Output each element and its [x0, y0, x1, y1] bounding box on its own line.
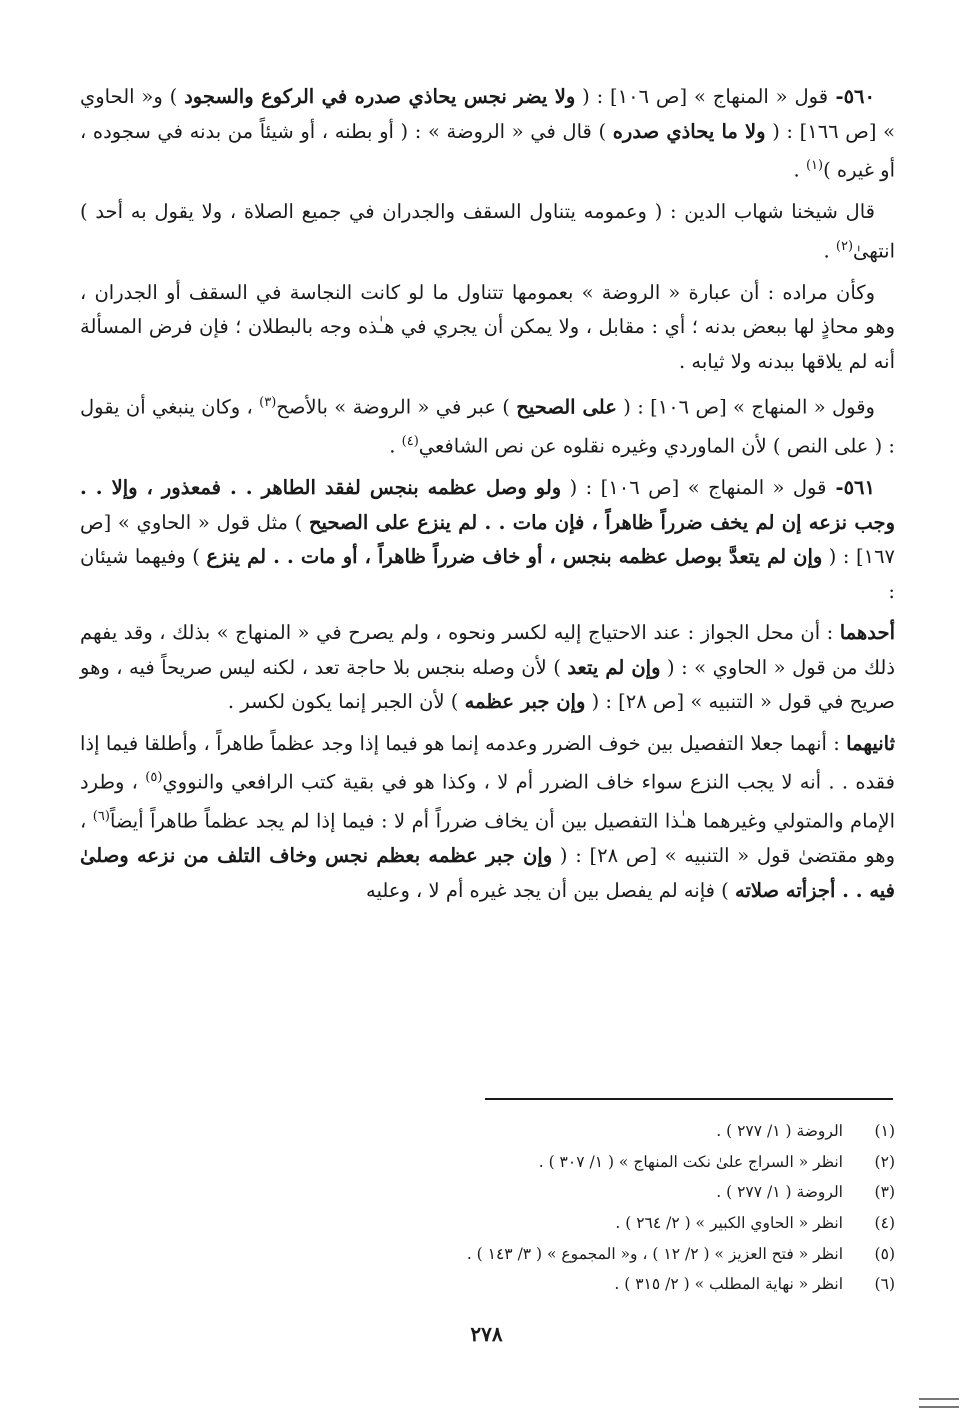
page-number: ٢٧٨: [470, 1322, 503, 1346]
footnote-text: انظر « فتح العزيز » ( ٢/ ١٢ ) ، و« المجموع » ( ٣/ ١٤٣ ) .: [466, 1244, 843, 1263]
footnote-text: الروضة ( ١/ ٢٧٧ ) .: [716, 1183, 843, 1202]
bold-quote: وإن جبر عظمه: [464, 690, 586, 713]
footnote-ref: (٣): [259, 395, 277, 410]
text-run: ، وهو مقتضىٰ قول « التنبيه » [ص ٢٨] : (: [80, 809, 895, 867]
text-run: وقول « المنهاج » [ص ١٠٦] : (: [616, 395, 875, 419]
text-run: ) قال في « الروضة » : ( أو بطنه ، أو شيئاً من بدنه في سجوده ، أو غيره ): [80, 119, 895, 182]
bold-quote: وإن جبر عظمه بعظم نجس وخاف التلف من نزعه وصلىٰ فيه . . أجزأته صلاته: [80, 844, 895, 902]
text-run: ) و« الحاوي » [ص ١٦٦] : (: [80, 85, 896, 143]
bold-quote: أحدهما: [839, 621, 895, 644]
footnote-text: انظر « السراج علىٰ نكت المنهاج » ( ١/ ٣٠٧ ) .: [538, 1152, 843, 1171]
text-run: ) لأن وصله بنجس بلا حاجة تعد ، لكنه ليس صريحاً فيه ، وهو صريح في قول « التنبيه » [ص ٢٨] : (: [80, 655, 895, 713]
text-run: ) عبر في « الروضة » بالأصح: [276, 395, 517, 419]
footnote-item: [80, 1269, 895, 1300]
text-run: : أن محل الجواز : عند الاحتياج إليه لكسر ونحوه ، ولم يصرح في « المنهاج » بذلك ، وقد يفهم ذلك من قول « الحاوي » : (: [80, 621, 896, 679]
bold-quote: على الصحيح: [516, 395, 617, 419]
bold-quote: ٥٦١-: [826, 476, 875, 499]
paragraph-first-point: [80, 616, 895, 720]
footnote-number: (٣): [874, 1183, 895, 1202]
corner-mark: [919, 1398, 959, 1408]
footnotes: [80, 1116, 895, 1300]
bold-quote: ولو وصل عظمه بنجس لفقد الطاهر . . فمعذور ، وإلا . . وجب نزعه إن لم يخف ضرراً ظاهراً ، فإن مات . . لم ينزع على الصحيح: [80, 476, 895, 534]
footnote-number: (٢): [874, 1152, 895, 1171]
text-run: : أنهما جعلا التفصيل بين خوف الضرر وعدمه إنما هو فيما إذا وجد عظماً طاهراً ، وأطلقا فيما إذا فقده . . أنه لا يجب النزع سواء خاف الضرر أم لا ، وكذا هو في بقية كتب الرافعي والنووي: [80, 731, 895, 794]
text-run: قال شيخنا شهاب الدين : ( وعمومه يتناول السقف والجدران في جميع الصلاة ، ولا يقول به أحد ) انتهىٰ: [80, 200, 895, 262]
bold-quote: ولا يضر نجس يحاذي صدره في الركوع والسجود: [184, 85, 576, 108]
footnote-ref: (٤): [401, 434, 419, 449]
paragraph-explanation: [80, 276, 895, 380]
footnote-number: (١): [874, 1122, 895, 1140]
paragraph-ala-sahih: [80, 386, 895, 464]
text-run: ) لأن الجبر إنما يكون لكسر .: [227, 690, 465, 713]
footnote-item: [80, 1116, 895, 1147]
text-run: ) مثل قول « الحاوي » [ص ١٦٧] : (: [80, 510, 896, 568]
footnote-ref: (١): [805, 158, 824, 173]
text-run: ، وطرد الإمام والمتولي وغيرهما هـٰذا التفصيل بين أن يخاف ضرراً أم لا : فيما إذا لم يجد عظماً طاهراً أيضاً: [80, 770, 895, 833]
paragraph-560: [80, 80, 895, 188]
footnote-divider: [485, 1098, 893, 1100]
footnote-number: (٤): [874, 1214, 895, 1233]
main-text: [80, 80, 895, 915]
paragraph-561: [80, 471, 895, 609]
text-run: ) وفيهما شيئان :: [80, 545, 895, 603]
bold-quote: ٥٦٠-: [828, 85, 875, 108]
footnote-number: (٥): [874, 1244, 895, 1263]
text-run: ، وكان ينبغي أن يقول : ( على النص ) لأن الماوردي وغيره نقلوه عن نص الشافعي: [80, 395, 895, 458]
bold-quote: وإن لم يتعد: [567, 655, 661, 679]
text-run: وكأن مراده : أن عبارة « الروضة » بعمومها تتناول ما لو كانت النجاسة في السقف أو الجدران ، وهو محاذٍ لها ببعض بدنه ؛ أي : مقابل ، ولا يمكن أن يجري في هـٰذه وجه بالبطلان ؛ فإن فرض المسألة أنه لم يلاقها ببدنه ولا ثيابه .: [80, 280, 895, 373]
bold-quote: وإن لم يتعدَّ بوصل عظمه بنجس ، أو خاف ضرراً ظاهراً ، أو مات . . لم ينزع: [206, 545, 823, 568]
paragraph-shihab-quote: [80, 195, 895, 269]
paragraph-second-point: [80, 727, 895, 909]
footnote-item: [80, 1177, 895, 1208]
footnote-text: انظر « نهاية المطلب » ( ٢/ ٣١٥ ) .: [614, 1275, 843, 1294]
footnote-item: [80, 1147, 895, 1178]
bold-quote: ولا ما يحاذي صدره: [612, 119, 766, 143]
text-run: .: [823, 239, 836, 262]
text-run: .: [793, 158, 806, 182]
text-run: قول « المنهاج » [ص ١٠٦] : (: [561, 476, 827, 499]
text-run: .: [389, 434, 402, 458]
footnote-item: [80, 1208, 895, 1239]
text-run: ) فإنه لم يفصل بين أن يجد غيره أم لا ، وعليه: [366, 878, 735, 902]
text-run: قول « المنهاج » [ص ١٠٦] : (: [575, 85, 829, 108]
footnote-ref: (٢): [835, 238, 854, 254]
footnote-ref: (٥): [145, 770, 163, 785]
footnote-text: انظر « الحاوي الكبير » ( ٢/ ٢٦٤ ) .: [615, 1214, 843, 1233]
footnote-number: (٦): [874, 1275, 895, 1294]
footnote-ref: (٦): [92, 809, 110, 824]
bold-quote: ثانيهما: [846, 731, 895, 755]
footnote-text: الروضة ( ١/ ٢٧٧ ) .: [716, 1122, 843, 1140]
footnote-item: [80, 1239, 895, 1270]
